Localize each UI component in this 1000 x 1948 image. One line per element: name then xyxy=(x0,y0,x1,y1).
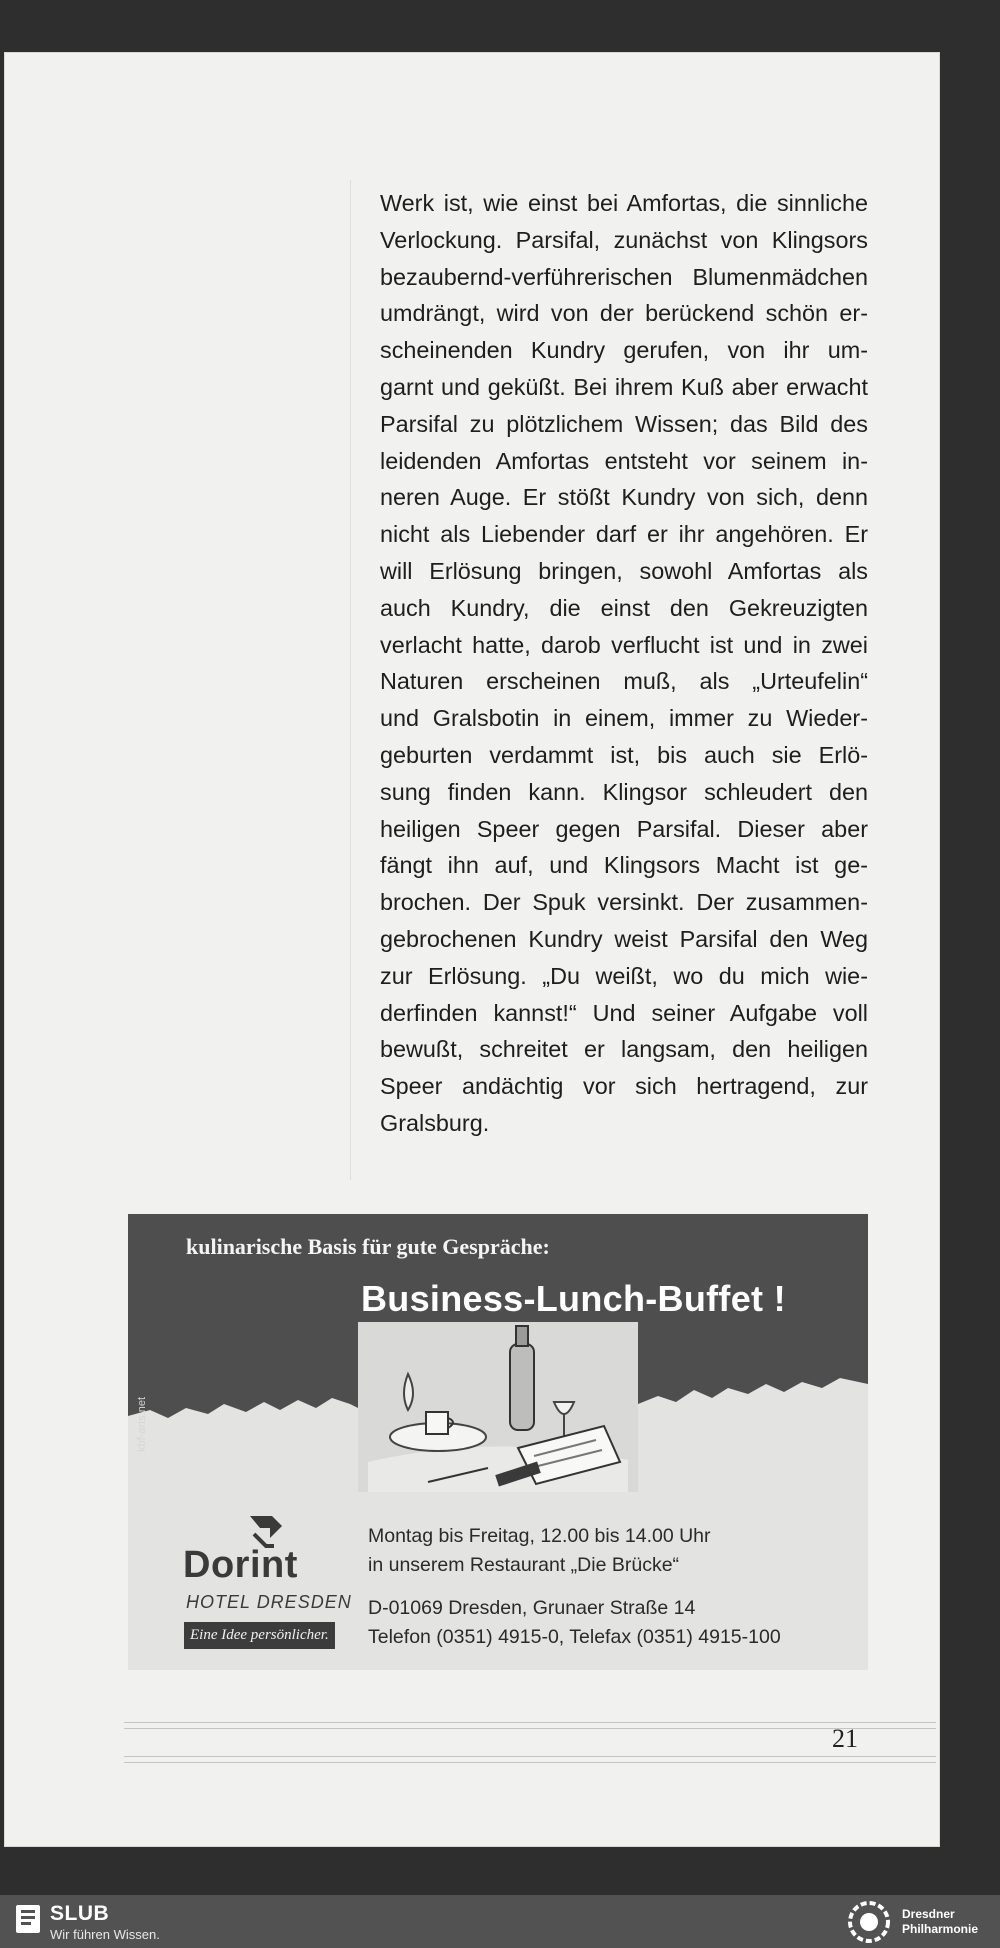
ad-tagline: kulinarische Basis für gute Gespräche: xyxy=(186,1234,550,1259)
philharmonie-name[interactable]: Dresdner Philharmonie xyxy=(902,1907,979,1936)
text-line: nicht als Liebender darf er ihr angehören. Er xyxy=(380,521,868,548)
table-illustration xyxy=(358,1322,638,1492)
ad-title: Business-Lunch-Buffet ! xyxy=(361,1278,786,1319)
page-number: 21 xyxy=(832,1724,858,1753)
text-line: und Gralsbotin in einem, immer zu Wieder- xyxy=(380,705,868,732)
dorint-brand: Dorint xyxy=(183,1544,298,1586)
text-line: heiligen Speer gegen Parsifal. Dieser aber xyxy=(380,815,868,842)
ad-info xyxy=(368,1522,781,1652)
dorint-hotel-name: HOTEL DRESDEN xyxy=(186,1592,352,1612)
text-line: umdrängt, wird von der berückend schön er- xyxy=(380,300,868,327)
body-text xyxy=(380,185,868,1142)
text-line: will Erlösung bringen, sowohl Amfortas als xyxy=(380,557,868,584)
text-line: auch Kundry, die einst den Gekreuzigten xyxy=(380,594,868,621)
ad-phone: Telefon (0351) 4915-0, Telefax (0351) 4915-100 xyxy=(368,1626,781,1648)
text-line: Parsifal zu plötzlichem Wissen; das Bild des xyxy=(380,410,868,437)
dorint-slogan: Eine Idee persönlicher. xyxy=(184,1622,335,1649)
footer-rule xyxy=(124,1762,936,1763)
ad-credit: kbf-arts.net xyxy=(136,1396,148,1452)
footer-rule xyxy=(124,1728,936,1729)
text-line: Speer andächtig vor sich hertragend, zur xyxy=(380,1073,868,1100)
column-divider xyxy=(350,180,351,1180)
advertisement xyxy=(128,1214,868,1670)
text-line: bezaubernd-verführerischen Blumenmädchen xyxy=(380,263,868,290)
text-line: gebrochenen Kundry weist Parsifal den Weg xyxy=(380,925,868,952)
text-line: scheinenden Kundry gerufen, von ihr um- xyxy=(380,337,868,364)
slub-logo-icon[interactable] xyxy=(14,1903,42,1935)
footer-rule xyxy=(124,1722,936,1723)
text-line: sung finden kann. Klingsor schleudert den xyxy=(380,778,868,805)
text-line: Gralsburg. xyxy=(380,1109,490,1136)
ad-address: D-01069 Dresden, Grunaer Straße 14 xyxy=(368,1597,696,1619)
text-line: Werk ist, wie einst bei Amfortas, die sinnliche xyxy=(380,190,868,216)
text-line: garnt und geküßt. Bei ihrem Kuß aber erwacht xyxy=(380,373,868,400)
text-line: Naturen erscheinen muß, als „Urteufelin“ xyxy=(380,668,868,695)
viewer-footer xyxy=(0,1895,1000,1948)
text-line: neren Auge. Er stößt Kundry von sich, denn xyxy=(380,484,868,511)
slub-tagline: Wir führen Wissen. xyxy=(50,1927,160,1942)
slub-name[interactable]: SLUB xyxy=(50,1902,110,1925)
text-line: brochen. Der Spuk versinkt. Der zusammen- xyxy=(380,889,868,916)
text-line: Verlockung. Parsifal, zunächst von Klingsors xyxy=(380,226,868,253)
ad-hours-line-1: Montag bis Freitag, 12.00 bis 14.00 Uhr xyxy=(368,1525,711,1547)
philharmonie-logo-icon[interactable] xyxy=(842,1899,896,1945)
ad-hours-line-2: in unserem Restaurant „Die Brücke“ xyxy=(368,1554,680,1576)
footer-rule xyxy=(124,1756,936,1757)
text-line: leidenden Amfortas entsteht vor seinem in- xyxy=(380,447,868,474)
text-line: zur Erlösung. „Du weißt, wo du mich wie- xyxy=(380,962,868,989)
text-line: bewußt, schreitet er langsam, den heiligen xyxy=(380,1036,868,1063)
text-line: derfinden kannst!“ Und seiner Aufgabe voll xyxy=(380,999,868,1026)
text-line: verlacht hatte, darob verflucht ist und in zwei xyxy=(380,631,868,658)
text-line: fängt ihn auf, und Klingsors Macht ist ge- xyxy=(380,852,868,879)
text-line: geburten verdammt ist, bis auch sie Erlö- xyxy=(380,741,868,768)
